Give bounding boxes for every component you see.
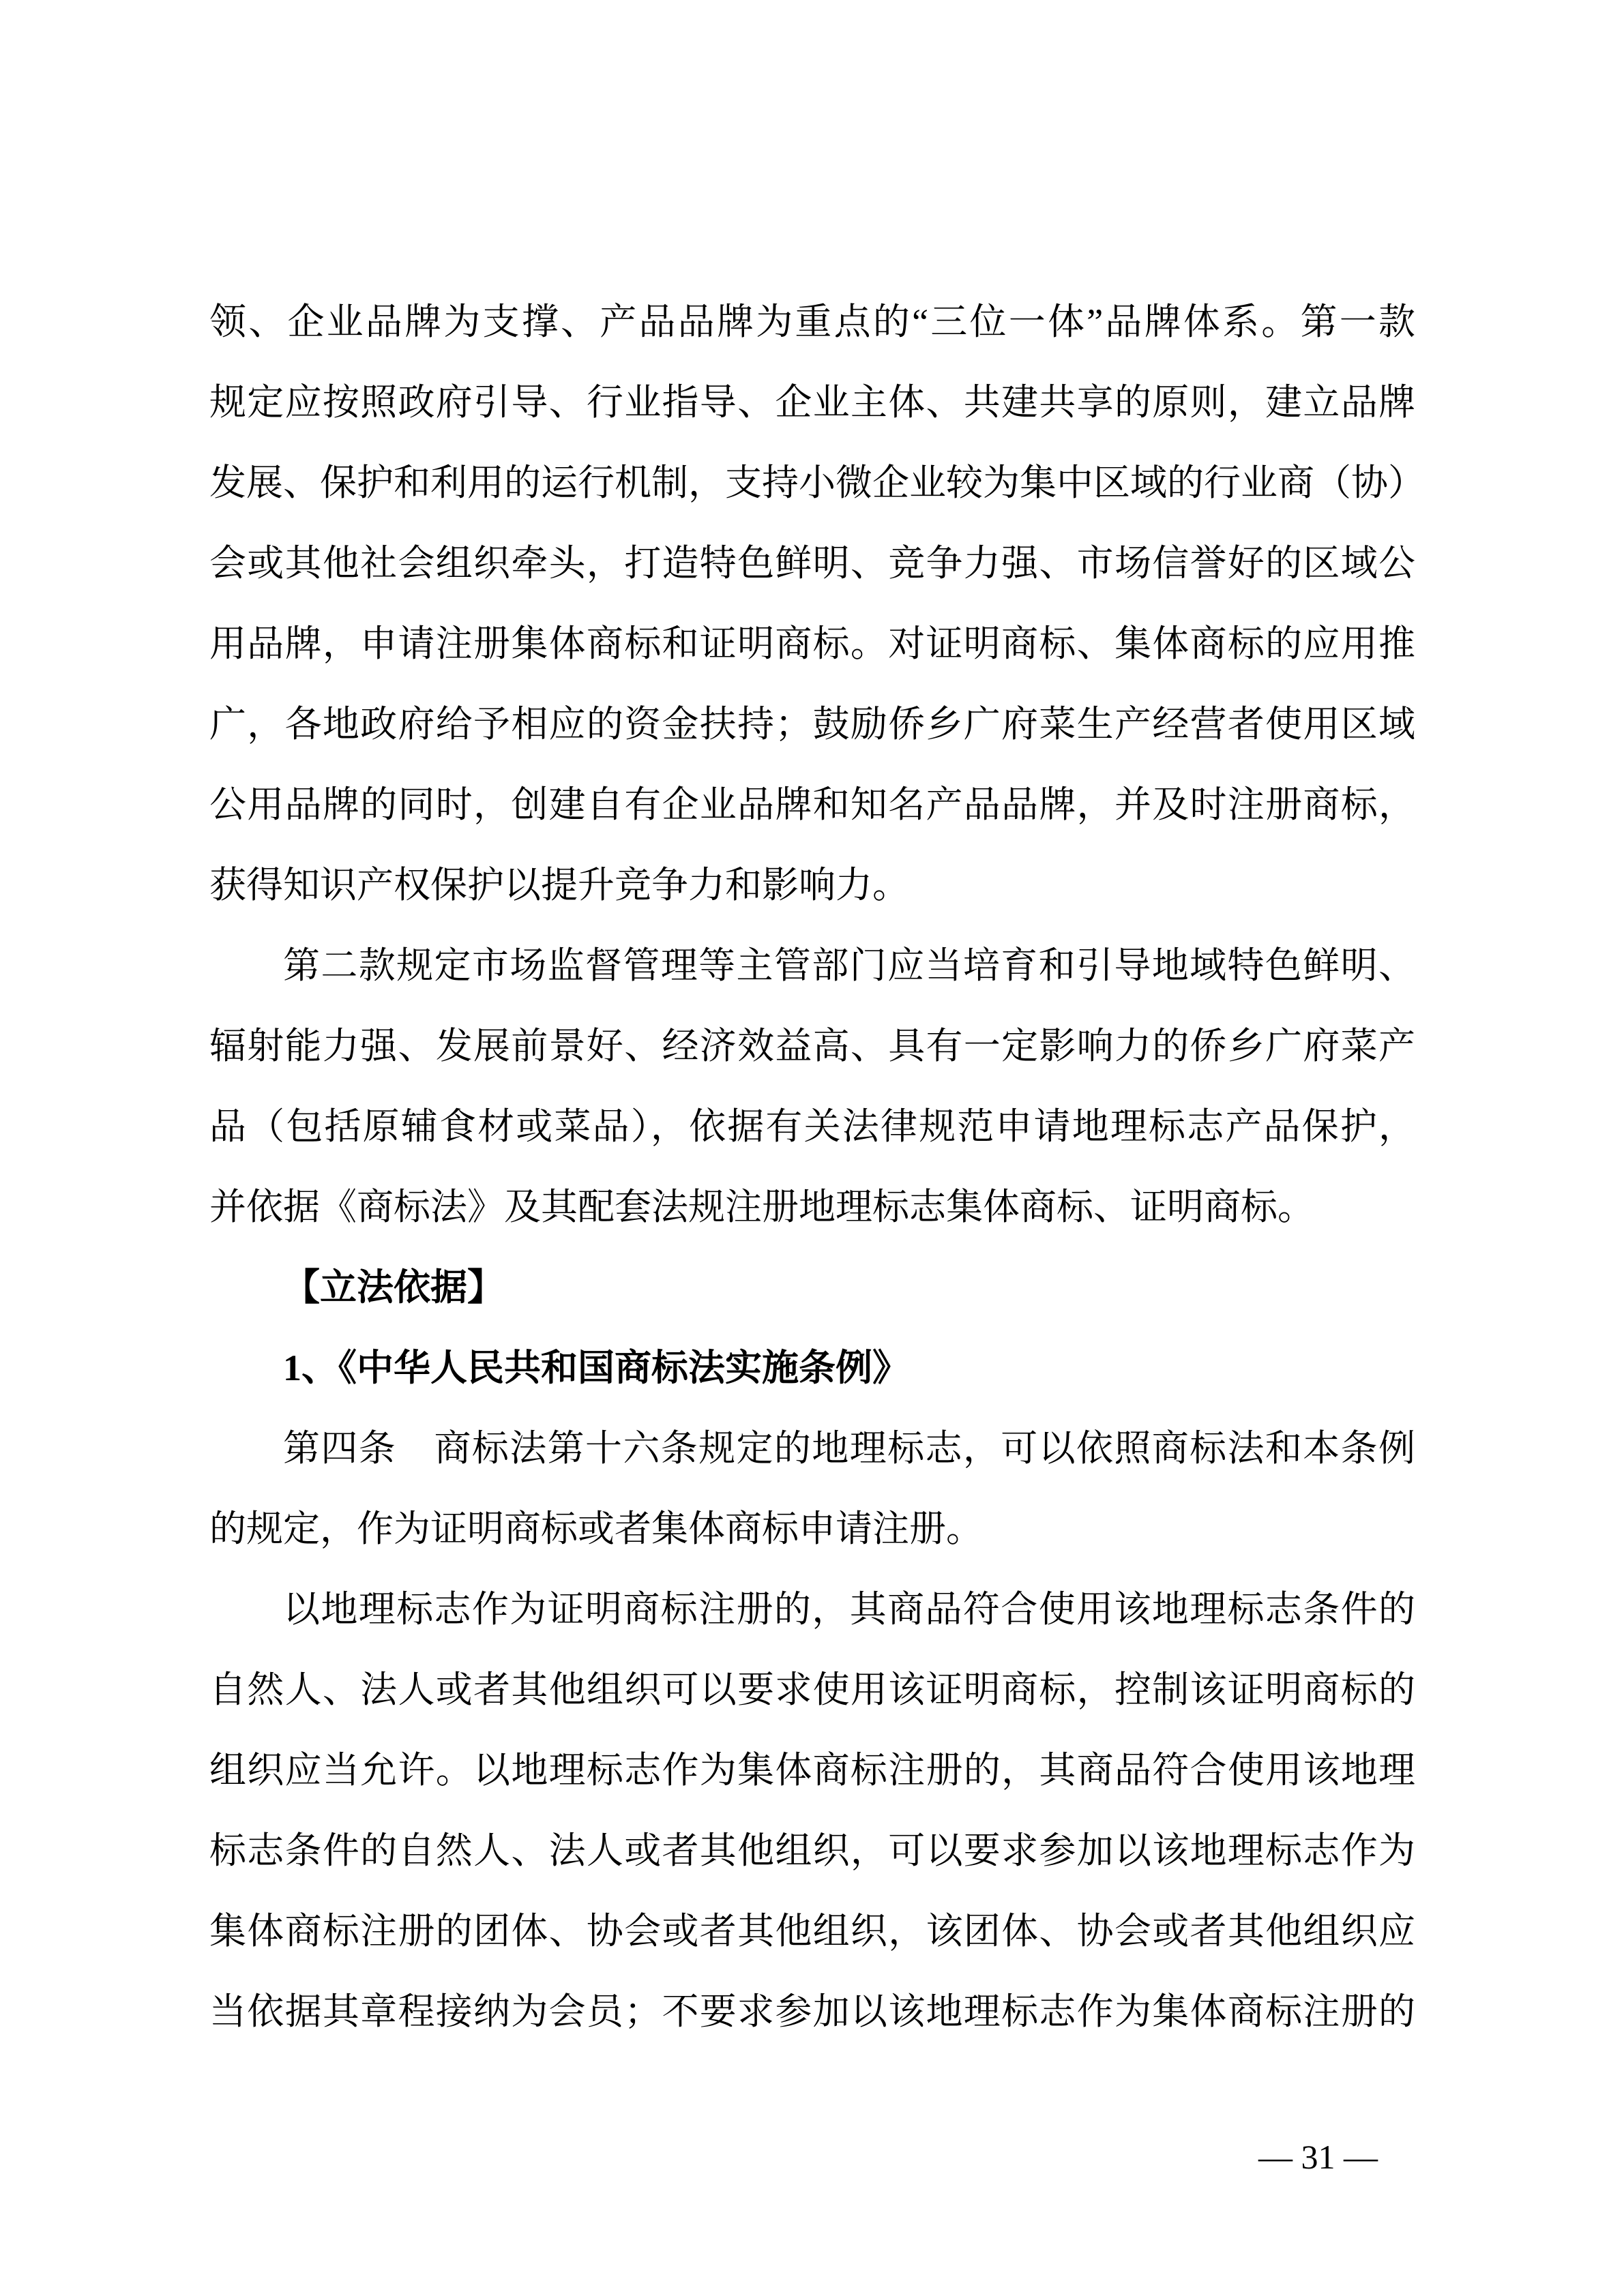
text-line: 【立法依据】 <box>283 1267 504 1308</box>
document-body <box>209 282 1425 2052</box>
text-line: 并依据《商标法》及其配套法规注册地理标志集体商标、证明商标。 <box>209 1187 1314 1227</box>
text-line: 获得知识产权保护以提升竞争力和影响力。 <box>209 865 909 906</box>
text-line: 当依据其章程接纳为会员；不要求参加以该地理标志作为集体商标注册的 <box>209 1991 1415 2032</box>
text-line: 1、《中华人民共和国商标法实施条例》 <box>283 1347 909 1388</box>
para-article-4 <box>209 1408 1415 1569</box>
text-line: 以地理标志作为证明商标注册的，其商品符合使用该地理标志条件的 <box>283 1589 1415 1630</box>
text-line: 标志条件的自然人、法人或者其他组织，可以要求参加以该地理标志作为 <box>209 1830 1415 1871</box>
heading-legislative-basis <box>209 1247 1415 1328</box>
text-line: 发展、保护和利用的运行机制，支持小微企业较为集中区域的行业商（协） <box>209 462 1425 503</box>
para-gi-registration <box>209 1569 1415 2052</box>
text-line: 广，各地政府给予相应的资金扶持；鼓励侨乡广府菜生产经营者使用区域 <box>209 704 1415 745</box>
para-second-clause <box>209 925 1415 1247</box>
text-line: 自然人、法人或者其他组织可以要求使用该证明商标，控制该证明商标的 <box>209 1669 1415 1710</box>
text-line: 领、企业品牌为支撑、产品品牌为重点的“三位一体”品牌体系。第一款 <box>209 301 1415 342</box>
text-line: 规定应按照政府引导、行业指导、企业主体、共建共享的原则，建立品牌 <box>209 382 1415 423</box>
text-line: 组织应当允许。以地理标志作为集体商标注册的，其商品符合使用该地理 <box>209 1750 1415 1791</box>
para-brand-system <box>209 282 1425 925</box>
text-line: 品（包括原辅食材或菜品），依据有关法律规范申请地理标志产品保护， <box>209 1106 1415 1147</box>
text-line: 第四条 商标法第十六条规定的地理标志，可以依照商标法和本条例 <box>283 1428 1415 1469</box>
heading-regulation-title <box>209 1328 1415 1408</box>
text-line: 会或其他社会组织牵头，打造特色鲜明、竞争力强、市场信誉好的区域公 <box>209 543 1415 584</box>
text-line: 第二款规定市场监督管理等主管部门应当培育和引导地域特色鲜明、 <box>283 945 1415 986</box>
text-line: 集体商标注册的团体、协会或者其他组织，该团体、协会或者其他组织应 <box>209 1911 1415 1952</box>
text-line: 用品牌，申请注册集体商标和证明商标。对证明商标、集体商标的应用推 <box>209 623 1415 664</box>
text-line: 的规定，作为证明商标或者集体商标申请注册。 <box>209 1508 983 1549</box>
text-line: 辐射能力强、发展前景好、经济效益高、具有一定影响力的侨乡广府菜产 <box>209 1026 1415 1067</box>
page-number: — 31 — <box>1258 2138 1378 2176</box>
text-line: 公用品牌的同时，创建自有企业品牌和知名产品品牌，并及时注册商标， <box>209 784 1415 825</box>
